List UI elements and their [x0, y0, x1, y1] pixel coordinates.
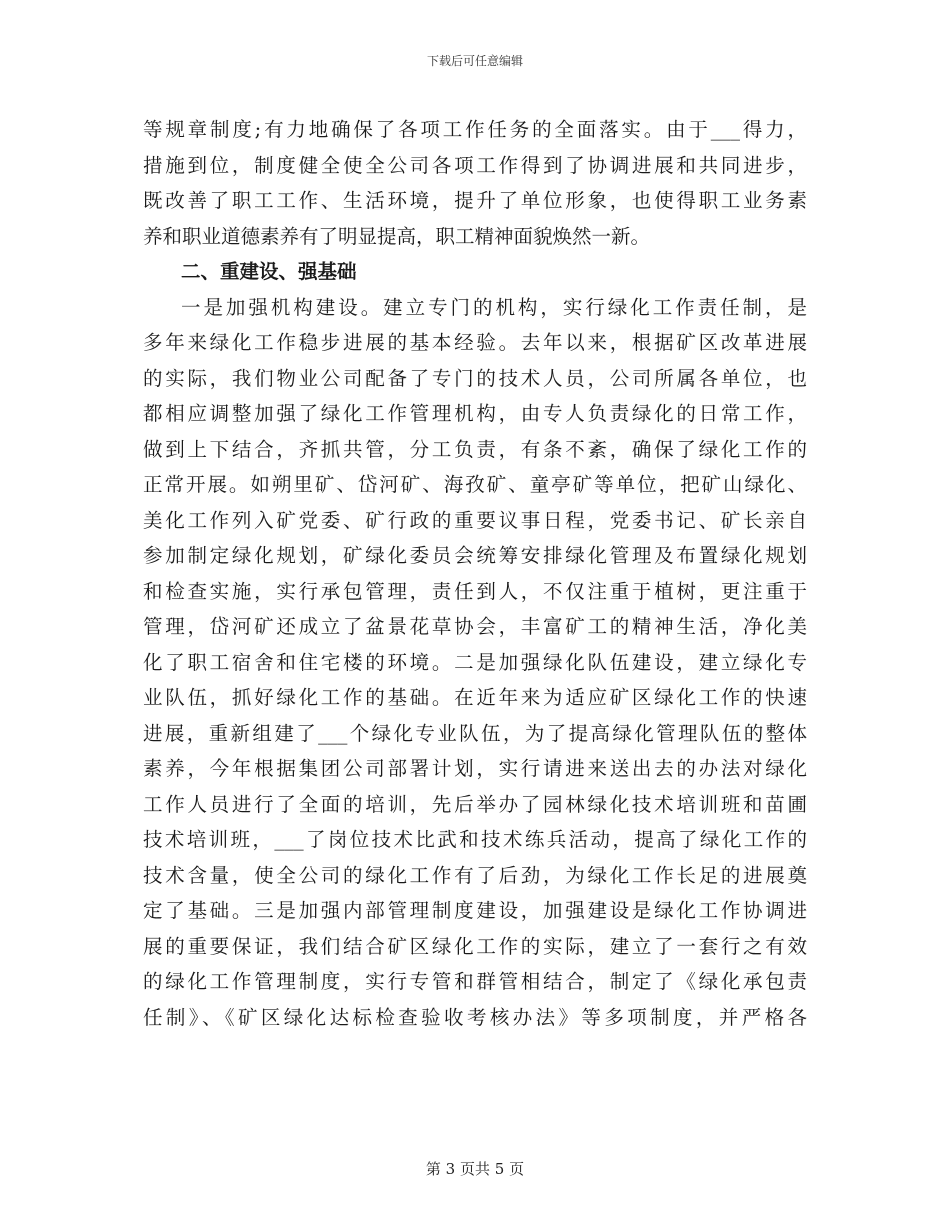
document-body	[143, 112, 807, 1035]
body-line: 既改善了职工工作、生活环境，提升了单位形象，也使得职工业务素	[143, 189, 807, 212]
body-line: 和检查实施，实行承包管理，责任到人，不仅注重于植树，更注重于	[143, 579, 807, 603]
body-line: 正常开展。如朔里矿、岱河矿、海孜矿、童亭矿等单位，把矿山绿化、	[143, 473, 807, 496]
body-line: 做到上下结合，齐抓共管，分工负责，有条不紊，确保了绿化工作的	[143, 437, 807, 461]
body-line: 养和职业道德素养有了明显提高，职工精神面貌焕然一新。	[143, 224, 651, 248]
body-line: 技术培训班，___了岗位技术比武和技术练兵活动，提高了绿化工作的	[143, 828, 807, 851]
body-line: 任制》、《矿区绿化达标检查验收考核办法》等多项制度，并严格各	[143, 1005, 807, 1029]
page-number: 第 3 页共 5 页	[425, 1160, 525, 1178]
body-line: 的实际，我们物业公司配备了专门的技术人员，公司所属各单位，也	[143, 366, 807, 390]
page-header: 下载后可任意编辑	[426, 54, 523, 68]
body-line: 工作人员进行了全面的培训，先后举办了园林绿化技术培训班和苗圃	[143, 792, 807, 816]
body-line: 管理，岱河矿还成立了盆景花草协会，丰富矿工的精神生活，净化美	[143, 615, 807, 638]
body-line: 都相应调整加强了绿化工作管理机构，由专人负责绿化的日常工作，	[143, 402, 807, 425]
body-line: 的绿化工作管理制度，实行专管和群管相结合，制定了《绿化承包责	[143, 970, 807, 993]
body-line: 业队伍，抓好绿化工作的基础。在近年来为适应矿区绿化工作的快速	[143, 686, 807, 709]
body-line: 素养，今年根据集团公司部署计划，实行请进来送出去的办法对绿化	[143, 757, 807, 780]
body-line: 一是加强机构建设。建立专门的机构，实行绿化工作责任制，是	[181, 295, 807, 319]
body-line: 定了基础。三是加强内部管理制度建设，加强建设是绿化工作协调进	[143, 899, 807, 922]
section-heading: 二、重建设、强基础	[181, 260, 357, 283]
body-line: 技术含量，使全公司的绿化工作有了后劲，为绿化工作长足的进展奠	[143, 863, 807, 887]
body-line: 多年来绿化工作稳步进展的基本经验。去年以来，根据矿区改革进展	[143, 331, 807, 354]
body-line: 美化工作列入矿党委、矿行政的重要议事日程，党委书记、矿长亲自	[143, 508, 807, 532]
body-line: 展的重要保证，我们结合矿区绿化工作的实际，建立了一套行之有效	[143, 934, 807, 958]
body-line: 化了职工宿舍和住宅楼的环境。二是加强绿化队伍建设，建立绿化专	[143, 650, 807, 674]
body-line: 参加制定绿化规划，矿绿化委员会统筹安排绿化管理及布置绿化规划	[143, 544, 807, 567]
body-line: 措施到位，制度健全使全公司各项工作得到了协调进展和共同进步，	[143, 153, 807, 177]
body-line: 等规章制度;有力地确保了各项工作任务的全面落实。由于___得力，	[143, 118, 807, 141]
body-line: 进展，重新组建了___个绿化专业队伍，为了提高绿化管理队伍的整体	[143, 721, 807, 745]
